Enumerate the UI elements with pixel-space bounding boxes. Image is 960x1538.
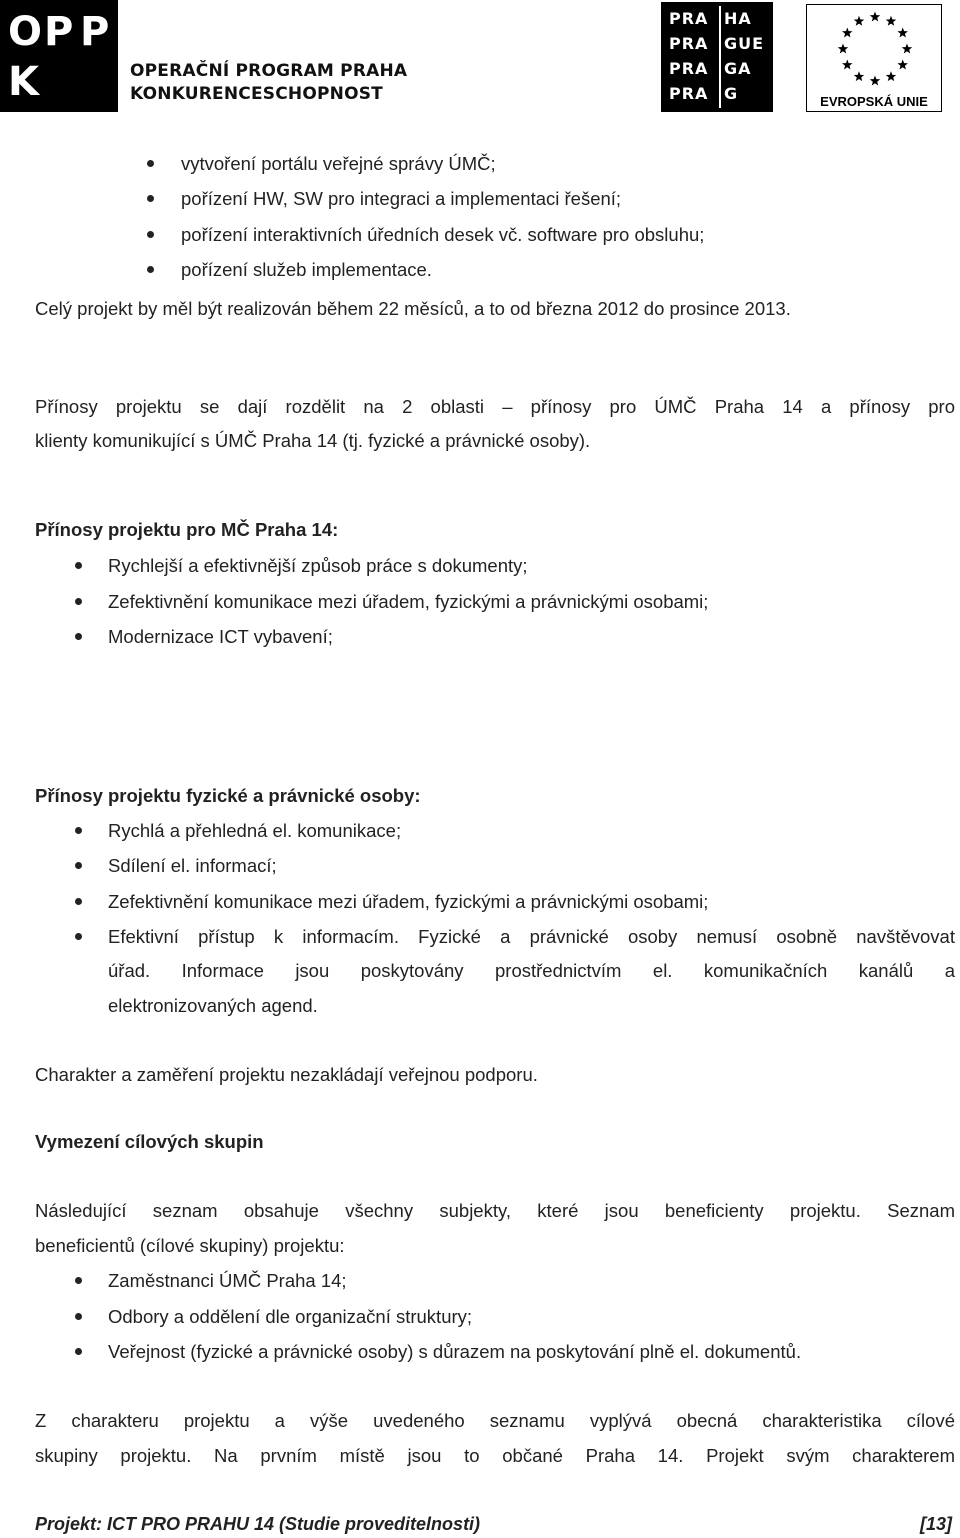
bullet-icon [75,1348,82,1355]
bullet-icon [147,231,154,238]
list-item: pořízení interaktivních úředních desek vč. software pro obsluhu; [181,224,705,245]
eu-star-icon [854,16,864,26]
praha-logo-text: G [724,84,739,103]
bullet-icon [75,1313,82,1320]
eu-star-icon [842,28,852,38]
eu-star-icon [842,60,852,70]
bullet-icon [75,933,82,940]
opp-logo-line1: OPERAČNÍ PROGRAM PRAHA [130,61,408,81]
eu-star-icon [897,28,907,38]
bullet-icon [75,862,82,869]
eu-star-icon [838,44,848,54]
praha-logo-text: PRA [669,9,709,28]
bullet-icon [75,562,82,569]
eu-star-icon [897,60,907,70]
eu-star-icon [870,76,880,86]
list-item-line: elektronizovaných agend. [108,995,318,1016]
bullet-icon [147,266,154,273]
opp-logo-letter: O [8,9,43,55]
paragraph-intro-line: Následující seznam obsahuje všechny subjekty, které jsou beneficienty projektu. Seznam [35,1200,955,1221]
list-item: Zefektivnění komunikace mezi úřadem, fyzickými a právnickými osobami; [108,891,709,912]
list-item: Zaměstnanci ÚMČ Praha 14; [108,1270,347,1291]
eu-logo-label: EVROPSKÁ UNIE [820,94,928,109]
bullet-icon [147,195,154,202]
list-item: pořízení služeb implementace. [181,259,432,280]
list-item: Odbory a oddělení dle organizační struktury; [108,1306,473,1327]
section-heading-mc: Přínosy projektu pro MČ Praha 14: [35,519,339,540]
list-item: pořízení HW, SW pro integraci a implementaci řešení; [181,188,622,209]
section-heading-target-groups: Vymezení cílových skupin [35,1131,264,1152]
list-item: Veřejnost (fyzické a právnické osoby) s důrazem na poskytování plně el. dokumentů. [108,1341,802,1362]
list-item: Rychlejší a efektivnější způsob práce s dokumenty; [108,555,528,576]
section-heading-persons: Přínosy projektu fyzické a právnické osoby: [35,785,421,806]
paragraph-benefits-line: klienty komunikující s ÚMČ Praha 14 (tj. fyzické a právnické osoby). [35,430,591,451]
bullet-icon [75,1277,82,1284]
praha-logo-text: GUE [724,34,765,53]
eu-flag-logo [806,4,942,112]
praha-logo-text: GA [724,59,752,78]
eu-star-icon [886,71,896,81]
list-item-line: Efektivní přístup k informacím. Fyzické a právnické osoby nemusí osobně navštěvovat [108,926,955,947]
bullet-icon [75,898,82,905]
praha-logo-text: PRA [669,59,709,78]
praha-logo-row [669,83,769,105]
opp-logo-letter: P [44,9,74,55]
praha-logo [661,2,773,112]
opp-logo-line2: KONKURENCESCHOPNOST [130,84,383,104]
praha-logo-text: PRA [669,34,709,53]
eu-star-icon [902,44,912,54]
praha-logo-row [669,33,769,55]
list-item: Modernizace ICT vybavení; [108,626,333,647]
list-item: Zefektivnění komunikace mezi úřadem, fyzickými a právnickými osobami; [108,591,709,612]
praha-logo-text: HA [724,9,752,28]
paragraph-benefits-line: Přínosy projektu se dají rozdělit na 2 oblasti – přínosy pro ÚMČ Praha 14 a přínosy pro [35,396,955,417]
paragraph-support: Charakter a zaměření projektu nezakládají veřejnou podporu. [35,1064,538,1085]
opp-logo [0,0,420,112]
praha-logo-row [669,8,769,30]
bullet-icon [75,827,82,834]
list-item: vytvoření portálu veřejné správy ÚMČ; [181,153,496,174]
paragraph-duration: Celý projekt by měl být realizován během 22 měsíců, a to od března 2012 do prosince 2013. [35,298,791,319]
opp-logo-mark [0,0,118,112]
bullet-icon [75,633,82,640]
praha-logo-text: PRA [669,84,709,103]
opp-logo-letter: K [8,59,39,105]
paragraph-character-line: skupiny projektu. Na prvním místě jsou to občané Praha 14. Projekt svým charakterem [35,1445,955,1466]
eu-star-icon [854,71,864,81]
list-item: Rychlá a přehledná el. komunikace; [108,820,402,841]
footer-page-number: [13] [919,1514,952,1534]
bullet-icon [75,598,82,605]
eu-star-icon [886,16,896,26]
bullet-icon [147,160,154,167]
footer-project-title: Projekt: ICT PRO PRAHU 14 (Studie proveditelnosti) [35,1514,481,1534]
eu-stars-icon [827,9,923,91]
list-item: Sdílení el. informací; [108,855,277,876]
praha-logo-row [669,58,769,80]
list-item-line: úřad. Informace jsou poskytovány prostřednictvím el. komunikačních kanálů a [108,960,955,981]
opp-logo-letter: P [80,9,110,55]
paragraph-intro-line: beneficientů (cílové skupiny) projektu: [35,1235,345,1256]
paragraph-character-line: Z charakteru projektu a výše uvedeného seznamu vyplývá obecná charakteristika cílové [35,1410,955,1431]
eu-star-icon [870,12,880,22]
